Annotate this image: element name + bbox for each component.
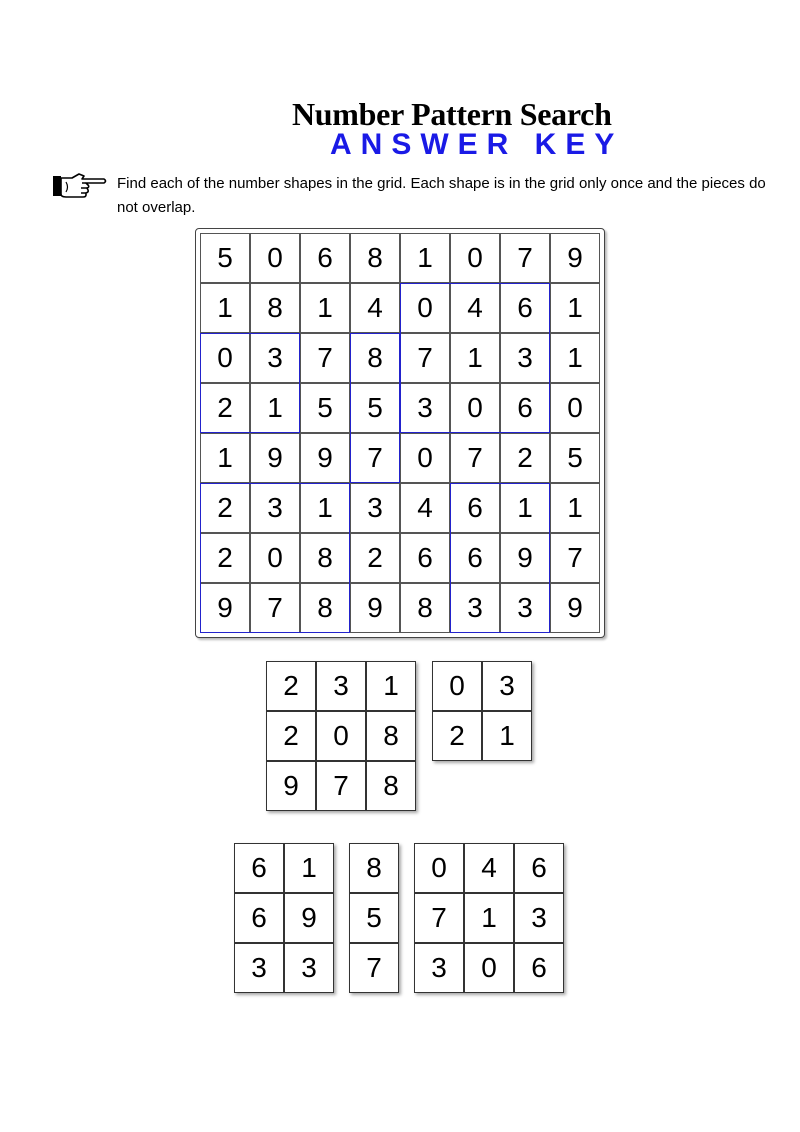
number-grid xyxy=(195,228,605,638)
grid-cell: 9 xyxy=(550,583,600,633)
grid-cell: 0 xyxy=(400,433,450,483)
grid-cell: 6 xyxy=(450,483,500,533)
grid-cell: 0 xyxy=(250,533,300,583)
grid-cell: 6 xyxy=(450,533,500,583)
grid-cell: 2 xyxy=(200,483,250,533)
piece-cell: 4 xyxy=(464,843,514,893)
piece-cell: 2 xyxy=(266,711,316,761)
grid-cell: 1 xyxy=(450,333,500,383)
grid-cell: 2 xyxy=(500,433,550,483)
grid-cell: 8 xyxy=(350,333,400,383)
grid-cell: 4 xyxy=(350,283,400,333)
grid-cell: 8 xyxy=(350,233,400,283)
grid-cell: 5 xyxy=(300,383,350,433)
grid-cell: 9 xyxy=(250,433,300,483)
piece-cell: 2 xyxy=(432,711,482,761)
grid-cell: 1 xyxy=(550,283,600,333)
grid-cell: 9 xyxy=(500,533,550,583)
page-title: Number Pattern Search xyxy=(292,96,612,132)
piece-cell: 3 xyxy=(514,893,564,943)
grid-cell: 7 xyxy=(250,583,300,633)
grid-cell: 4 xyxy=(400,483,450,533)
grid-cell: 8 xyxy=(400,583,450,633)
piece-cell: 3 xyxy=(414,943,464,993)
grid-cell: 8 xyxy=(250,283,300,333)
grid-cell: 3 xyxy=(500,333,550,383)
piece-cell: 7 xyxy=(316,761,366,811)
piece-cell: 2 xyxy=(266,661,316,711)
piece-cell: 0 xyxy=(414,843,464,893)
piece-cell: 6 xyxy=(514,843,564,893)
piece-cell: 6 xyxy=(234,893,284,943)
grid-cell: 1 xyxy=(200,433,250,483)
shape-piece-e xyxy=(414,843,564,993)
piece-cell: 3 xyxy=(284,943,334,993)
grid-cell: 0 xyxy=(550,383,600,433)
grid-cell: 3 xyxy=(500,583,550,633)
grid-cell: 8 xyxy=(300,533,350,583)
piece-cell: 0 xyxy=(432,661,482,711)
piece-cell: 3 xyxy=(234,943,284,993)
piece-cell: 9 xyxy=(284,893,334,943)
grid-cell: 5 xyxy=(550,433,600,483)
shape-piece-b xyxy=(432,661,532,761)
grid-cell: 7 xyxy=(300,333,350,383)
grid-cell: 3 xyxy=(400,383,450,433)
grid-cell: 2 xyxy=(200,533,250,583)
grid-cell: 1 xyxy=(200,283,250,333)
instructions-text: Find each of the number shapes in the grid. Each shape is in the grid only once and the pieces do not overlap. xyxy=(117,175,766,216)
piece-cell: 3 xyxy=(316,661,366,711)
grid-cell: 6 xyxy=(500,383,550,433)
grid-cell: 3 xyxy=(250,333,300,383)
grid-cell: 8 xyxy=(300,583,350,633)
grid-cell: 1 xyxy=(400,233,450,283)
grid-cell: 1 xyxy=(300,483,350,533)
piece-cell: 8 xyxy=(366,711,416,761)
grid-cell: 3 xyxy=(350,483,400,533)
piece-cell: 0 xyxy=(464,943,514,993)
piece-cell: 3 xyxy=(482,661,532,711)
grid-cell: 6 xyxy=(500,283,550,333)
grid-cell: 9 xyxy=(300,433,350,483)
grid-cell: 0 xyxy=(450,233,500,283)
grid-cell: 9 xyxy=(550,233,600,283)
piece-cell: 0 xyxy=(316,711,366,761)
grid-cell: 1 xyxy=(500,483,550,533)
piece-cell: 1 xyxy=(284,843,334,893)
grid-cell: 3 xyxy=(450,583,500,633)
piece-cell: 7 xyxy=(349,943,399,993)
grid-cell: 7 xyxy=(450,433,500,483)
grid-cell: 7 xyxy=(350,433,400,483)
shape-piece-d xyxy=(349,843,399,993)
grid-cell: 0 xyxy=(450,383,500,433)
grid-cell: 4 xyxy=(450,283,500,333)
answer-key-subtitle: ANSWER KEY xyxy=(330,128,624,161)
grid-cell: 7 xyxy=(500,233,550,283)
grid-cell: 0 xyxy=(250,233,300,283)
pointing-hand-icon xyxy=(52,170,108,200)
grid-cell: 6 xyxy=(300,233,350,283)
grid-cell: 3 xyxy=(250,483,300,533)
grid-cell: 6 xyxy=(400,533,450,583)
grid-cell: 7 xyxy=(400,333,450,383)
piece-cell: 1 xyxy=(482,711,532,761)
grid-cell: 1 xyxy=(300,283,350,333)
grid-cell: 1 xyxy=(550,333,600,383)
piece-cell: 6 xyxy=(514,943,564,993)
grid-cell: 9 xyxy=(200,583,250,633)
grid-cell: 2 xyxy=(350,533,400,583)
piece-cell: 8 xyxy=(349,843,399,893)
grid-cell: 5 xyxy=(350,383,400,433)
grid-cell: 9 xyxy=(350,583,400,633)
shape-piece-a xyxy=(266,661,416,811)
grid-cell: 0 xyxy=(400,283,450,333)
piece-cell: 1 xyxy=(366,661,416,711)
piece-cell: 5 xyxy=(349,893,399,943)
grid-cell: 0 xyxy=(200,333,250,383)
piece-cell: 6 xyxy=(234,843,284,893)
piece-cell: 9 xyxy=(266,761,316,811)
piece-cell: 8 xyxy=(366,761,416,811)
shape-piece-c xyxy=(234,843,334,993)
grid-cell: 1 xyxy=(250,383,300,433)
grid-cell: 2 xyxy=(200,383,250,433)
grid-cell: 5 xyxy=(200,233,250,283)
piece-cell: 1 xyxy=(464,893,514,943)
grid-cell: 7 xyxy=(550,533,600,583)
piece-cell: 7 xyxy=(414,893,464,943)
grid-cell: 1 xyxy=(550,483,600,533)
